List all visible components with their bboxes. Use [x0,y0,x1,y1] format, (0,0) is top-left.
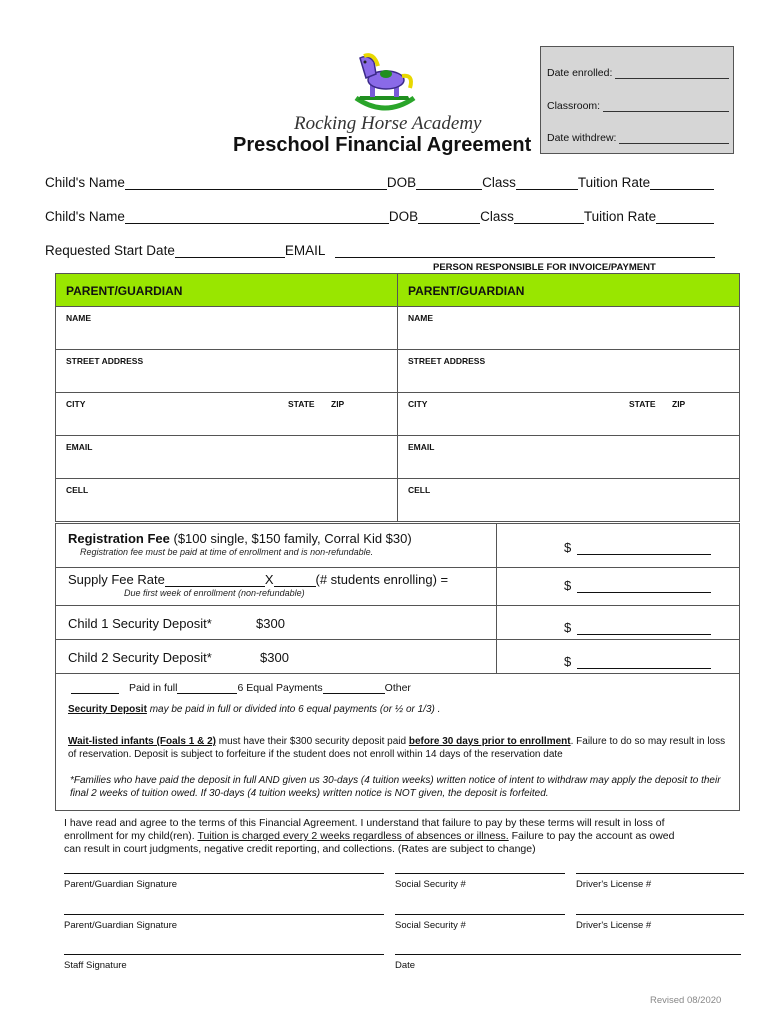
parent-2-cell-field[interactable]: CELL [397,479,739,521]
date-field[interactable]: Date [395,954,741,971]
office-use-box [540,46,734,154]
school-name: Rocking Horse Academy [294,113,482,134]
registration-fee-row: Registration Fee ($100 single, $150 family, Corral Kid $30) Registration fee must be paid at time of enrollment and is non-refundable. $ [56,524,739,568]
parent-2-signature-field[interactable]: Parent/Guardian Signature [64,914,384,931]
parent-1-cell-field[interactable]: CELL [66,485,89,495]
child-1-rate-field[interactable] [650,176,714,190]
supply-fee-row: Supply Fee Rate X (# students enrolling) = Due first week of enrollment (non-refundable) $ [56,568,739,606]
parent-1-heading: PARENT/GUARDIAN [66,284,183,298]
fees-section [55,523,740,811]
email-field[interactable] [335,244,715,258]
families-note: *Families who have paid the deposit in full AND given us 30-days (4 tuition weeks) written notice of intent to withdraw may apply the deposit to their final 2 weeks of tuition owed. If 30-days (4 tuition weeks) written notice is NOT given, the deposit is forfeited. [70,775,721,799]
revision-date: Revised 08/2020 [650,995,722,1006]
parent-1-name-field[interactable]: NAME [66,313,92,323]
parent-1-license-field[interactable]: Driver's License # [576,873,744,890]
deposit-2-row: Child 2 Security Deposit* $300 $ [56,640,739,674]
responsible-label: PERSON RESPONSIBLE FOR INVOICE/PAYMENT [433,262,656,273]
parent-1-ssn-field[interactable]: Social Security # [395,873,565,890]
parent-cell-row [56,479,739,521]
parent-name-row [56,307,739,350]
agreement-text: I have read and agree to the terms of this Financial Agreement. I understand that failure to pay by these terms will result in loss of enrollment for my child(ren). Tuition is charged every 2 weeks regardless of absences or illness. Failure to pay the account as owed can result in court judgments, negative credit reporting, and collections. (Rates are subject to change) [64,817,675,855]
child-1-name-field[interactable] [125,176,387,190]
registration-amount-field[interactable]: $ [564,540,711,555]
child-1-class-field[interactable] [516,176,578,190]
child-2-row: Child's Name DOB Class Tuition Rate [45,209,714,224]
parent-1-city-field[interactable]: CITY STATE ZIP [66,399,345,409]
page-title: Preschool Financial Agreement [233,134,532,156]
six-payments-field[interactable] [177,682,237,694]
parent-2-ssn-field[interactable]: Social Security # [395,914,565,931]
parent-1-street-field[interactable]: STREET ADDRESS [66,356,144,366]
parent-1-signature-field[interactable]: Parent/Guardian Signature [64,873,384,890]
child-2-name-field[interactable] [125,210,389,224]
parent-2-street-field[interactable]: STREET ADDRESS [397,350,739,392]
child-1-row: Child's Name DOB Class Tuition Rate [45,175,714,190]
deposit-2-amount-field[interactable]: $ [564,654,711,669]
parent-1-email-field[interactable]: EMAIL [66,442,93,452]
child-2-rate-field[interactable] [656,210,714,224]
start-date-field[interactable] [175,244,285,258]
deposit-1-amount-field[interactable]: $ [564,620,711,635]
parent-city-row [56,393,739,436]
security-deposit-note: Security Deposit may be paid in full or divided into 6 equal payments (or ½ or 1/3) . [68,704,441,715]
waitlist-note: Wait-listed infants (Foals 1 & 2) must have their $300 security deposit paid before 30 days prior to enrollment. Failure to do so may result in loss of reservation. Deposit is subject to forfeiture if the student does not enroll within 14 days of the reservation date [68,736,726,760]
payment-options: Paid in full 6 Equal Payments Other [71,682,411,694]
parent-2-name-field[interactable]: NAME [397,307,739,349]
parent-street-row [56,350,739,393]
parent-2-license-field[interactable]: Driver's License # [576,914,744,931]
parent-table-header [56,274,739,307]
child-1-dob-field[interactable] [416,176,482,190]
deposit-1-row: Child 1 Security Deposit* $300 $ [56,606,739,640]
supply-rate-field[interactable] [165,573,265,587]
staff-signature-field[interactable]: Staff Signature [64,954,384,971]
paid-in-full-field[interactable] [71,682,119,694]
child-2-dob-field[interactable] [418,210,480,224]
supply-amount-field[interactable]: $ [564,578,711,593]
parent-2-email-field[interactable]: EMAIL [397,436,739,478]
parent-2-heading: PARENT/GUARDIAN [397,274,739,306]
start-row: Requested Start Date EMAIL [45,243,715,258]
parent-table [55,273,740,522]
child-2-class-field[interactable] [514,210,584,224]
rocking-horse-icon [352,52,418,116]
parent-email-row [56,436,739,479]
classroom-field[interactable]: Classroom: [547,100,729,112]
date-withdrew-field[interactable]: Date withdrew: [547,132,729,144]
parent-2-city-field[interactable]: CITY STATE ZIP [397,393,739,435]
date-enrolled-field[interactable]: Date enrolled: [547,67,729,79]
other-payment-field[interactable] [323,682,385,694]
supply-students-field[interactable] [274,573,316,587]
